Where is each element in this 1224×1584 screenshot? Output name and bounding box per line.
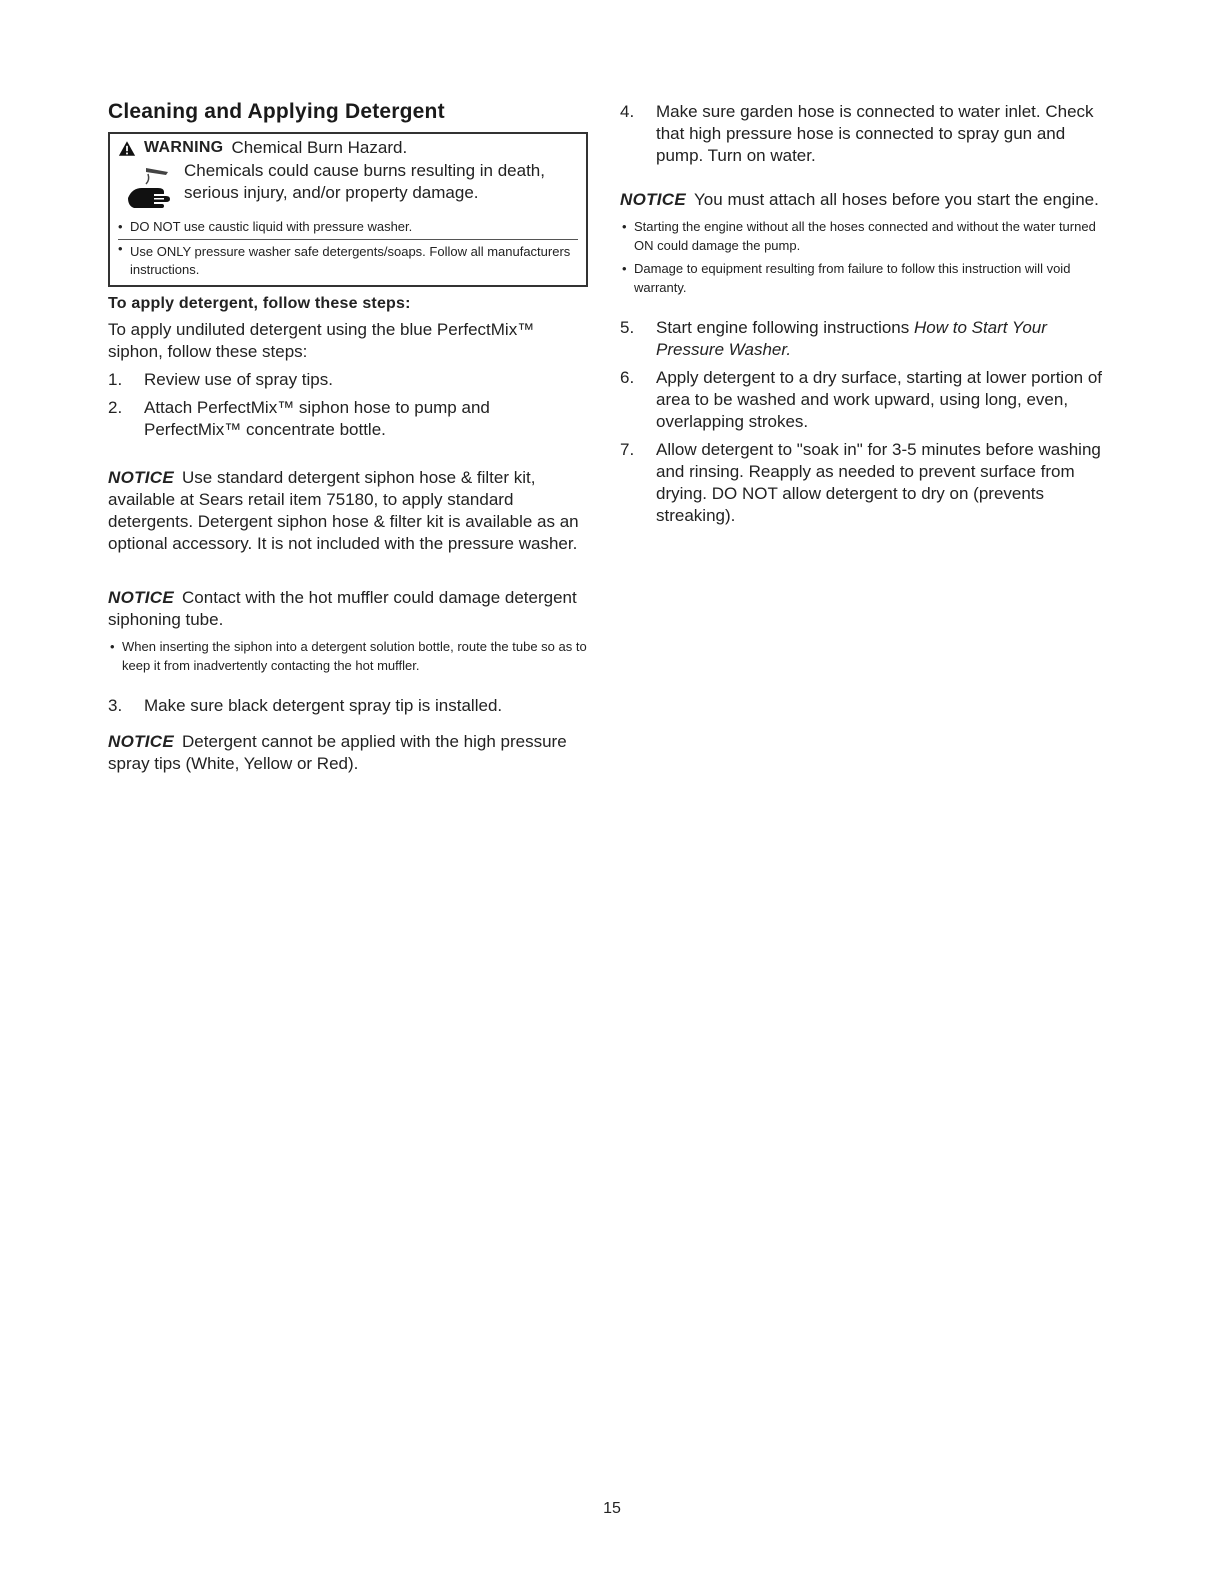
notice-1-text: Use standard detergent siphon hose & filter kit, available at Sears retail item 75180, to apply standard detergents. Detergent siphon hose & filter kit is available as an optional accessory. It is not included with the pressure washer.	[108, 468, 579, 553]
step-number: 1.	[108, 370, 123, 389]
warning-bullet: • DO NOT use caustic liquid with pressure washer.	[118, 218, 578, 236]
notice-label: NOTICE	[108, 732, 175, 751]
step-text: Attach PerfectMix™ siphon hose to pump and PerfectMix™ concentrate bottle.	[144, 398, 490, 439]
warning-header	[118, 138, 578, 158]
notice-bullet: • Starting the engine without all the hoses connected and without the water turned ON could damage the pump.	[620, 217, 1110, 255]
section-title: Cleaning and Applying Detergent	[108, 100, 445, 123]
step-item	[620, 101, 1110, 167]
notice-2	[108, 587, 588, 631]
step-3-list	[108, 695, 588, 717]
step-link-title: How to Start Your Pressure Washer.	[656, 318, 1047, 359]
step-number: 7.	[620, 440, 635, 459]
step-text: Start engine following instructions	[656, 318, 914, 337]
left-column	[108, 100, 588, 775]
step-text: Make sure garden hose is connected to water inlet. Check that high pressure hose is connected to spray gun and pump. Turn on water.	[656, 102, 1094, 165]
right-column	[620, 101, 1110, 533]
step-text: Apply detergent to a dry surface, starting at lower portion of area to be washed and work upward, using long, even, overlapping strokes.	[656, 368, 1103, 431]
step-number: 3.	[108, 696, 123, 715]
step-item	[620, 317, 1110, 361]
notice-label: NOTICE	[620, 190, 687, 209]
step-text: Allow detergent to "soak in" for 3-5 minutes before washing and rinsing. Reapply as needed to prevent surface from drying. DO NOT allow detergent to dry on (prevents streaking).	[656, 440, 1101, 525]
step-number: 2.	[108, 398, 123, 417]
intro-text: To apply undiluted detergent using the blue PerfectMix™ siphon, follow these steps:	[108, 320, 535, 361]
warning-description: Chemicals could cause burns resulting in death, serious injury, and/or property damage.	[184, 161, 545, 202]
page-number: 15	[603, 1500, 621, 1517]
warning-bullets	[118, 218, 578, 279]
step-number: 5.	[620, 318, 635, 337]
notice-2-bullets	[108, 637, 588, 675]
steps-list-right	[620, 317, 1110, 527]
step-item	[108, 695, 588, 717]
steps-list-left	[108, 369, 588, 441]
warning-box	[108, 132, 588, 287]
chemical-burn-hand-icon	[124, 164, 176, 210]
notice-4	[620, 189, 1110, 211]
notice-bullet: • Damage to equipment resulting from failure to follow this instruction will void warranty.	[620, 259, 1110, 297]
step-number: 4.	[620, 102, 635, 121]
warning-triangle-icon	[118, 140, 136, 157]
step-text: Review use of spray tips.	[144, 370, 333, 389]
step-item	[620, 367, 1110, 433]
warning-bullet: • Use ONLY pressure washer safe detergents/soaps. Follow all manufacturers instructions.	[118, 239, 578, 279]
step-number: 6.	[620, 368, 635, 387]
notice-3-text: Detergent cannot be applied with the high pressure spray tips (White, Yellow or Red).	[108, 732, 567, 773]
step-4-list	[620, 101, 1110, 167]
notice-3	[108, 731, 588, 775]
notice-1	[108, 467, 588, 555]
step-item	[108, 397, 588, 441]
notice-2-text: Contact with the hot muffler could damage detergent siphoning tube.	[108, 588, 577, 629]
step-item	[620, 439, 1110, 527]
warning-body	[118, 160, 578, 210]
notice-4-text: You must attach all hoses before you start the engine.	[694, 190, 1099, 209]
notice-label: NOTICE	[108, 588, 175, 607]
notice-4-bullets	[620, 217, 1110, 297]
warning-hazard: Chemical Burn Hazard.	[231, 138, 408, 157]
step-item	[108, 369, 588, 391]
notice-label: NOTICE	[108, 468, 175, 487]
warning-word: WARNING	[144, 139, 224, 156]
step-text: Make sure black detergent spray tip is installed.	[144, 696, 503, 715]
steps-subheading: To apply detergent, follow these steps:	[108, 295, 411, 312]
notice-bullet: • When inserting the siphon into a detergent solution bottle, route the tube so as to keep it from inadvertently contacting the hot muffler.	[108, 637, 588, 675]
